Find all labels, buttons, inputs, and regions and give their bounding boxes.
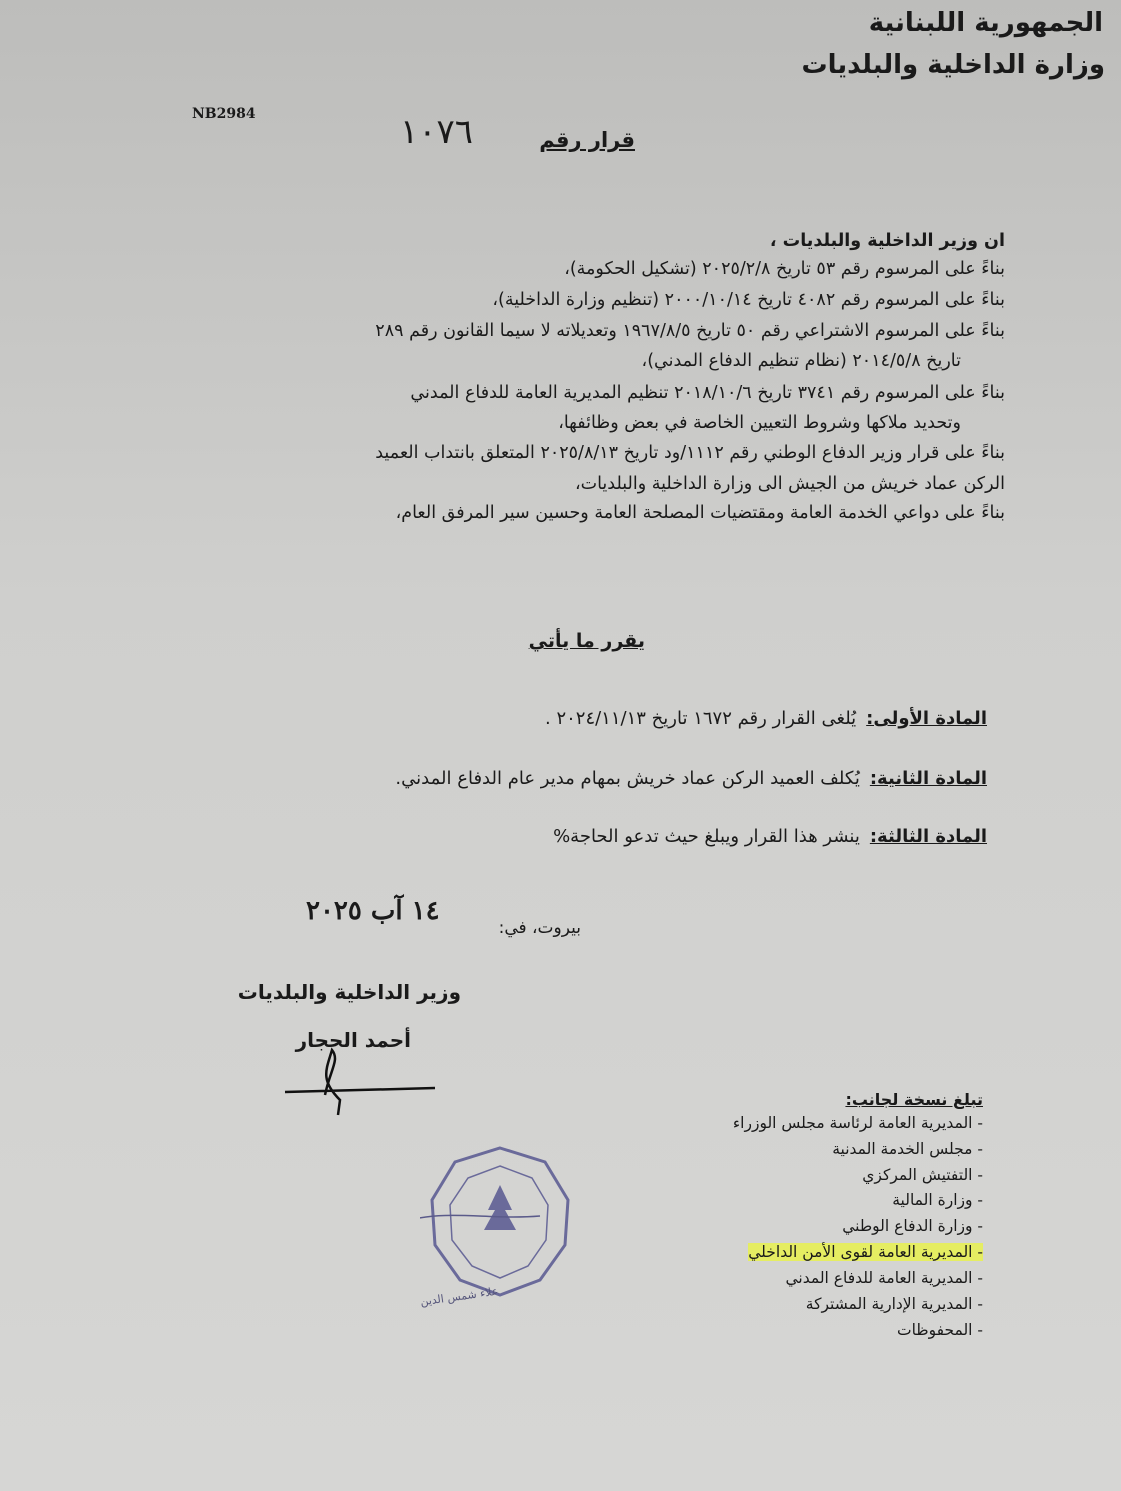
- preamble-line: بناءً على المرسوم الاشتراعي رقم ٥٠ تاريخ ١٩٦٧/٨/٥ وتعديلاته لا سيما القانون رقم ٢٨٩: [375, 321, 1005, 341]
- cc-item: - المديرية العامة لرئاسة مجلس الوزراء: [732, 1114, 983, 1132]
- official-stamp: [420, 1140, 580, 1310]
- article-text: يُكلف العميد الركن عماد خريش بمهام مدير عام الدفاع المدني.: [395, 768, 860, 789]
- preamble-line: الركن عماد خريش من الجيش الى وزارة الداخلية والبلديات،: [574, 474, 1005, 494]
- preamble-line: تاريخ ٢٠١٤/٥/٨ (نظام تنظيم الدفاع المدني)،: [641, 351, 961, 371]
- minister-title: وزير الداخلية والبلديات: [237, 980, 461, 1004]
- article-label: المادة الثانية:: [869, 768, 987, 789]
- decides-heading: يقرر ما يأتي: [528, 630, 645, 652]
- cc-item: - مجلس الخدمة المدنية: [832, 1140, 983, 1158]
- handwritten-date: ١٤ آب ٢٠٢٥: [306, 896, 440, 926]
- place-label: بيروت، في:: [498, 918, 581, 938]
- preamble-line: وتحديد ملاكها وشروط التعيين الخاصة في بعض وظائفها،: [558, 413, 961, 433]
- cc-item: - وزارة الدفاع الوطني: [842, 1217, 983, 1235]
- stamp-signature: علاء شمس الدين: [419, 1284, 500, 1309]
- article-text: ينشر هذا القرار ويبلغ حيث تدعو الحاجة%: [553, 826, 860, 847]
- cc-heading: تبلغ نسخة لجانب:: [845, 1090, 983, 1109]
- cc-item: - المديرية الإدارية المشتركة: [805, 1295, 983, 1313]
- cc-item: - المحفوظات: [896, 1321, 983, 1339]
- article-3: [553, 826, 987, 847]
- preamble-line: بناءً على المرسوم رقم ٤٠٨٢ تاريخ ٢٠٠٠/١٠/١٤ (تنظيم وزارة الداخلية)،: [492, 290, 1005, 310]
- preamble-line: بناءً على دواعي الخدمة العامة ومقتضيات المصلحة العامة وحسين سير المرفق العام،: [395, 503, 1005, 523]
- cc-item-highlighted: - المديرية العامة لقوى الأمن الداخلي: [748, 1243, 983, 1261]
- preamble-line: ان وزير الداخلية والبلديات ،: [769, 231, 1005, 251]
- signature: [280, 1040, 450, 1120]
- decision-number: ١٠٧٦: [400, 112, 474, 152]
- reference-code: NB2984: [192, 106, 256, 122]
- preamble-line: بناءً على المرسوم رقم ٥٣ تاريخ ٢٠٢٥/٢/٨ (تشكيل الحكومة)،: [564, 259, 1005, 279]
- article-1: [545, 708, 987, 729]
- cc-item: - وزارة المالية: [892, 1191, 983, 1209]
- decision-label: قرار رقم: [539, 128, 635, 152]
- preamble-line: بناءً على قرار وزير الدفاع الوطني رقم ١١١٢/ود تاريخ ٢٠٢٥/٨/١٣ المتعلق بانتداب العميد: [375, 443, 1005, 463]
- header-ministry: وزارة الداخلية والبلديات: [801, 50, 1105, 80]
- minister-name: أحمد الحجار: [295, 1028, 411, 1052]
- cc-item: - المديرية العامة للدفاع المدني: [785, 1269, 983, 1287]
- article-2: [395, 768, 987, 789]
- cc-item: - التفتيش المركزي: [862, 1166, 983, 1184]
- article-label: المادة الثالثة:: [869, 826, 987, 847]
- article-text: يُلغى القرار رقم ١٦٧٢ تاريخ ٢٠٢٤/١١/١٣ .: [544, 708, 857, 729]
- header-republic: الجمهورية اللبنانية: [868, 8, 1103, 38]
- preamble-line: بناءً على المرسوم رقم ٣٧٤١ تاريخ ٢٠١٨/١٠/٦ تنظيم المديرية العامة للدفاع المدني: [410, 383, 1005, 403]
- article-label: المادة الأولى:: [866, 708, 987, 729]
